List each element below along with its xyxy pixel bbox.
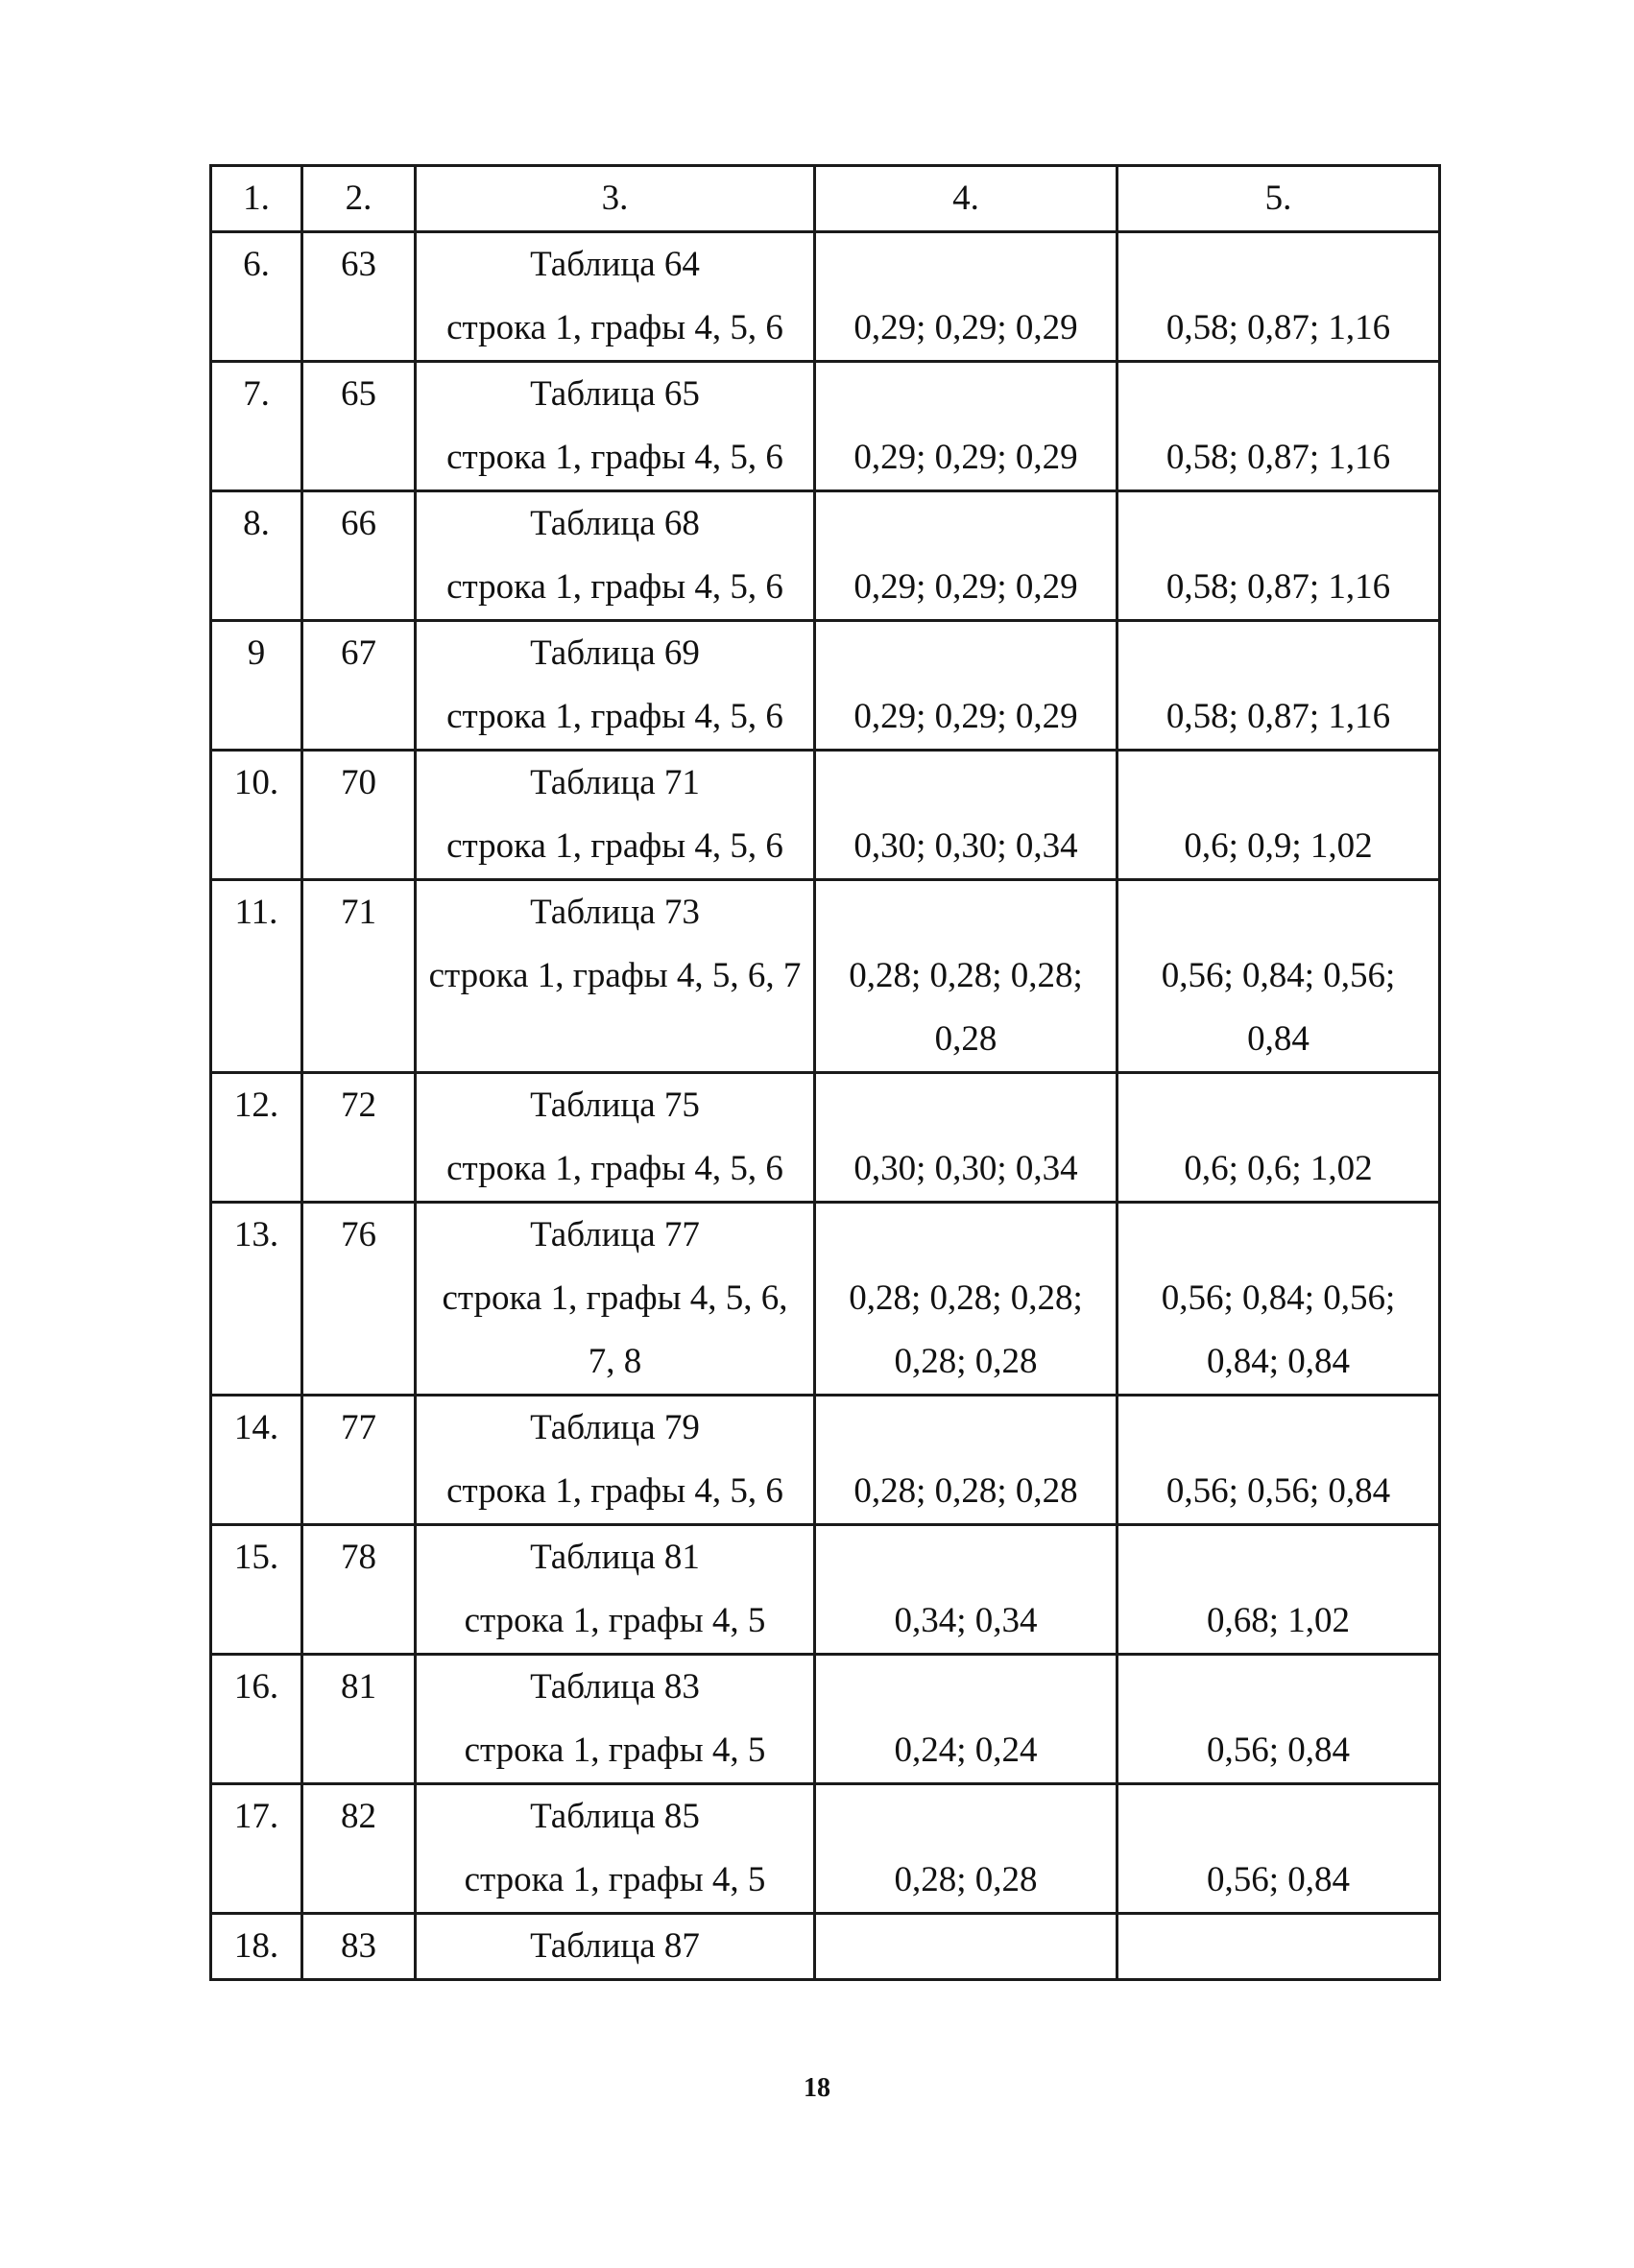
cell-line: 0,28 [934,1019,997,1059]
table-row [211,232,1440,362]
cell-line: 78 [341,1538,376,1577]
data-table [209,164,1441,1981]
table-row [211,362,1440,491]
cell-line: 70 [341,763,376,802]
table-row [211,491,1440,621]
cell-line: строка 1, графы 4, 5 [464,1860,766,1899]
cell-line: 0,28; 0,28; 0,28; [849,956,1083,995]
cell-line [1118,1397,1438,1460]
cell-line: 14. [233,1408,279,1447]
cell-line: 77 [341,1408,376,1447]
value-cell [815,1784,1117,1914]
value-cell [815,1655,1117,1784]
cell-line: Таблица 69 [530,633,700,673]
item-number-cell [302,1203,416,1396]
page-number: 18 [804,2073,830,2103]
value-cell [815,751,1117,880]
table-row [211,751,1440,880]
item-number-cell [302,1396,416,1525]
item-number-cell [302,362,416,491]
reference-cell [416,880,815,1073]
cell-line: 0,6; 0,9; 1,02 [1184,826,1373,866]
item-number-cell [302,751,416,880]
coefficient-cell [1117,1525,1440,1655]
coefficient-cell [1117,880,1440,1073]
cell-line: 7, 8 [588,1342,642,1381]
cell-line: 0,56; 0,84; 0,56; [1161,1278,1396,1318]
coefficient-cell [1117,362,1440,491]
cell-line: строка 1, графы 4, 5 [464,1731,766,1770]
reference-cell [416,362,815,491]
row-number-cell [211,232,302,362]
cell-line [1118,233,1438,297]
cell-line: 0,56; 0,84 [1206,1731,1351,1770]
value-cell [815,1396,1117,1525]
table-row [211,1396,1440,1525]
cell-line [1118,752,1438,815]
coefficient-cell [1117,491,1440,621]
reference-cell [416,1784,815,1914]
cell-line: 0,84 [1247,1019,1310,1059]
item-number-cell [302,491,416,621]
item-number-cell [302,1914,416,1980]
reference-cell [416,1525,815,1655]
cell-line: 0,29; 0,29; 0,29 [853,697,1078,736]
coefficient-cell [1117,1914,1440,1980]
cell-line [816,492,1116,556]
table-row [211,1784,1440,1914]
cell-line: 82 [341,1797,376,1836]
header-cell: 3. [416,166,815,232]
row-number-cell [211,1396,302,1525]
cell-line: 66 [341,504,376,543]
cell-line: 0,29; 0,29; 0,29 [853,438,1078,477]
cell-line: Таблица 64 [530,245,700,284]
reference-cell [416,232,815,362]
row-number-cell [211,1914,302,1980]
cell-line: 0,68; 1,02 [1206,1601,1351,1640]
cell-line [1118,363,1438,426]
value-cell [815,1203,1117,1396]
cell-line: 13. [233,1215,279,1254]
cell-line: Таблица 77 [530,1215,700,1254]
reference-cell [416,491,815,621]
cell-line [816,622,1116,685]
table-header-row [211,166,1440,232]
cell-line: Таблица 87 [530,1926,700,1966]
row-number-cell [211,1073,302,1203]
item-number-cell [302,232,416,362]
row-number-cell [211,491,302,621]
cell-line [816,1915,1116,1978]
table-row [211,1655,1440,1784]
cell-line: 0,58; 0,87; 1,16 [1165,697,1391,736]
cell-line: 0,30; 0,30; 0,34 [853,826,1078,866]
cell-line: 15. [233,1538,279,1577]
row-number-cell [211,621,302,751]
cell-line [1118,622,1438,685]
cell-line [816,1397,1116,1460]
cell-line: 0,56; 0,56; 0,84 [1165,1471,1391,1511]
cell-line [1118,492,1438,556]
cell-line: 81 [341,1667,376,1707]
cell-line [1118,1785,1438,1849]
cell-line: 12. [233,1086,279,1125]
cell-line: 0,28; 0,28; 0,28 [853,1471,1078,1511]
cell-line [816,363,1116,426]
row-number-cell [211,1525,302,1655]
value-cell [815,880,1117,1073]
row-number-cell [211,1203,302,1396]
coefficient-cell [1117,1396,1440,1525]
header-cell: 4. [815,166,1117,232]
reference-cell [416,1073,815,1203]
coefficient-cell [1117,1655,1440,1784]
cell-line: строка 1, графы 4, 5, 6 [446,567,783,607]
cell-line: 0,34; 0,34 [894,1601,1038,1640]
cell-line: 17. [233,1797,279,1836]
value-cell [815,1073,1117,1203]
cell-line [1118,1526,1438,1589]
cell-line [816,1785,1116,1849]
cell-line: 0,56; 0,84 [1206,1860,1351,1899]
cell-line: 0,56; 0,84; 0,56; [1161,956,1396,995]
cell-line [1118,1204,1438,1267]
cell-line: 72 [341,1086,376,1125]
cell-line: 0,6; 0,6; 1,02 [1184,1149,1373,1188]
cell-line [816,1526,1116,1589]
table-row [211,621,1440,751]
value-cell [815,232,1117,362]
reference-cell [416,1914,815,1980]
cell-line: 9 [247,633,266,673]
row-number-cell [211,362,302,491]
cell-line: 67 [341,633,376,673]
value-cell [815,362,1117,491]
cell-line [1118,1656,1438,1719]
cell-line: 6. [243,245,270,284]
cell-line: 76 [341,1215,376,1254]
cell-line: 0,29; 0,29; 0,29 [853,567,1078,607]
cell-line: строка 1, графы 4, 5, 6 [446,1471,783,1511]
cell-line [816,752,1116,815]
cell-line: 71 [341,893,376,932]
cell-line: Таблица 65 [530,374,700,414]
table-row [211,1525,1440,1655]
cell-line: Таблица 85 [530,1797,700,1836]
cell-line: Таблица 73 [530,893,700,932]
cell-line: 0,28; 0,28; 0,28; [849,1278,1083,1318]
cell-line: Таблица 75 [530,1086,700,1125]
coefficient-cell [1117,232,1440,362]
cell-line: 8. [243,504,270,543]
table-row [211,880,1440,1073]
cell-line [1118,1915,1438,1978]
cell-line [816,1074,1116,1137]
reference-cell [416,621,815,751]
cell-line: 7. [243,374,270,414]
cell-line: 0,24; 0,24 [894,1731,1038,1770]
cell-line: 11. [234,893,278,932]
cell-line [816,1204,1116,1267]
coefficient-cell [1117,1784,1440,1914]
cell-line: строка 1, графы 4, 5, 6, [442,1278,788,1318]
cell-line [1118,1074,1438,1137]
reference-cell [416,751,815,880]
cell-line: Таблица 83 [530,1667,700,1707]
cell-line [1118,881,1438,944]
cell-line: строка 1, графы 4, 5, 6 [446,438,783,477]
cell-line: 65 [341,374,376,414]
cell-line: строка 1, графы 4, 5, 6 [446,308,783,347]
item-number-cell [302,1784,416,1914]
cell-line: 63 [341,245,376,284]
cell-line: строка 1, графы 4, 5, 6, 7 [428,956,802,995]
cell-line [816,233,1116,297]
table-row [211,1073,1440,1203]
cell-line: 0,58; 0,87; 1,16 [1165,308,1391,347]
item-number-cell [302,1073,416,1203]
value-cell [815,1525,1117,1655]
cell-line: 0,29; 0,29; 0,29 [853,308,1078,347]
cell-line: 0,30; 0,30; 0,34 [853,1149,1078,1188]
item-number-cell [302,1525,416,1655]
cell-line: 83 [341,1926,376,1966]
row-number-cell [211,1655,302,1784]
header-cell: 1. [211,166,302,232]
cell-line: Таблица 68 [530,504,700,543]
table-row [211,1914,1440,1980]
coefficient-cell [1117,751,1440,880]
cell-line: строка 1, графы 4, 5, 6 [446,697,783,736]
cell-line: строка 1, графы 4, 5 [464,1601,766,1640]
cell-line: Таблица 81 [530,1538,700,1577]
cell-line: Таблица 71 [530,763,700,802]
cell-line: строка 1, графы 4, 5, 6 [446,1149,783,1188]
cell-line: 0,28; 0,28 [894,1342,1038,1381]
value-cell [815,1914,1117,1980]
item-number-cell [302,880,416,1073]
row-number-cell [211,1784,302,1914]
cell-line: 0,84; 0,84 [1206,1342,1351,1381]
header-cell: 2. [302,166,416,232]
coefficient-cell [1117,1073,1440,1203]
coefficient-cell [1117,1203,1440,1396]
cell-line: Таблица 79 [530,1408,700,1447]
cell-line: 16. [233,1667,279,1707]
reference-cell [416,1655,815,1784]
value-cell [815,621,1117,751]
cell-line: 0,58; 0,87; 1,16 [1165,438,1391,477]
coefficient-cell [1117,621,1440,751]
value-cell [815,491,1117,621]
cell-line: строка 1, графы 4, 5, 6 [446,826,783,866]
cell-line: 10. [233,763,279,802]
cell-line [816,1656,1116,1719]
cell-line: 0,28; 0,28 [894,1860,1038,1899]
header-cell: 5. [1117,166,1440,232]
cell-line: 0,58; 0,87; 1,16 [1165,567,1391,607]
cell-line: 18. [233,1926,279,1966]
item-number-cell [302,621,416,751]
reference-cell [416,1396,815,1525]
row-number-cell [211,751,302,880]
cell-line [816,881,1116,944]
table-row [211,1203,1440,1396]
reference-cell [416,1203,815,1396]
item-number-cell [302,1655,416,1784]
cell-line [417,1008,813,1071]
row-number-cell [211,880,302,1073]
